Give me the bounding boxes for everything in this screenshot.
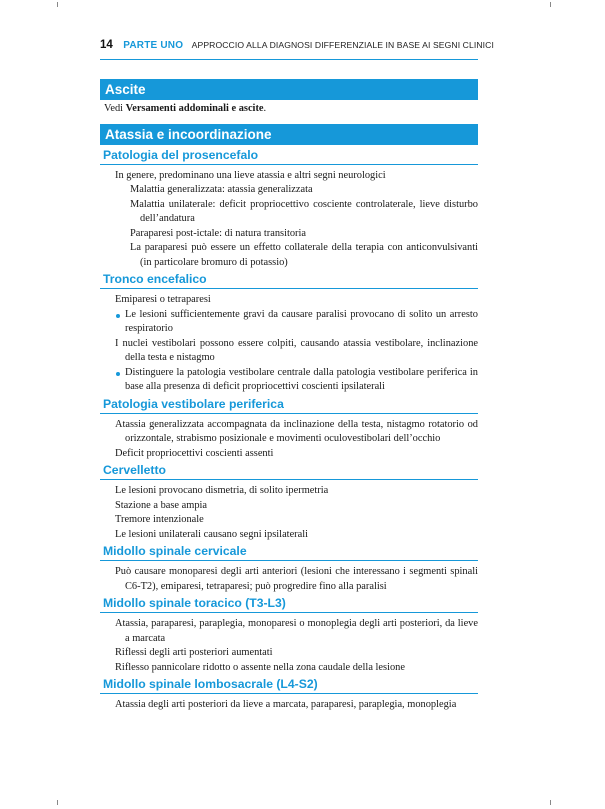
bullet-item: Le lesioni sufficientemente gravi da causare paralisi provocano di solito un arresto respiratorio xyxy=(115,308,478,337)
subsection-body xyxy=(100,293,478,395)
crop-mark xyxy=(550,2,551,7)
crop-mark xyxy=(57,2,58,7)
subsection-heading: Patologia vestibolare periferica xyxy=(100,397,478,414)
atassia-sections xyxy=(100,148,478,713)
crop-mark xyxy=(550,800,551,805)
text-line: Riflesso pannicolare ridotto o assente nella zona caudale della lesione xyxy=(115,661,405,673)
text-line: Le lesioni unilaterali causano segni ipsilaterali xyxy=(115,528,309,540)
section-heading-atassia: Atassia e incoordinazione xyxy=(100,124,478,145)
subsection-body xyxy=(100,698,478,713)
text-line: Emiparesi o tetraparesi xyxy=(115,294,211,305)
subsection-heading: Tronco encefalico xyxy=(100,272,478,289)
text-line: In genere, predominano una lieve atassia e altri segni neurologici xyxy=(115,169,386,181)
page-content xyxy=(100,79,478,715)
spacer xyxy=(100,117,478,124)
text-line: I nuclei vestibolari possono essere colpiti, causando atassia vestibolare, inclinazione della testa e nistagmo xyxy=(115,337,478,363)
section-heading-ascite: Ascite xyxy=(100,79,478,100)
subsection-body xyxy=(100,418,478,462)
crop-mark xyxy=(57,800,58,805)
text-line: Le lesioni provocano dismetria, di solito ipermetria xyxy=(115,485,329,496)
subsection-heading: Cervelletto xyxy=(100,463,478,480)
text-line: Riflessi degli arti posteriori aumentati xyxy=(115,647,273,658)
text-line: Malattia generalizzata: atassia generalizzata xyxy=(130,184,313,195)
page-number: 14 xyxy=(100,39,113,51)
text-line: Paraparesi post-ictale: di natura transitoria xyxy=(130,227,306,239)
part-label: PARTE UNO xyxy=(123,40,184,51)
text-line: Deficit propriocettivi coscienti assenti xyxy=(115,447,274,459)
ascite-reference: Vedi Versamenti addominali e ascite. xyxy=(104,103,267,114)
text-line: Atassia degli arti posteriori da lieve a marcata, paraparesi, paraplegia, monoplegia xyxy=(115,699,457,710)
subsection-body xyxy=(100,169,478,271)
text-line: Atassia, paraparesi, paraplegia, monoparesi o monoplegia degli arti posteriori, da lieve a marcata xyxy=(115,618,478,644)
text-line: Malattia unilaterale: deficit propriocettivo cosciente controlaterale, lieve disturbo dell’andatura xyxy=(130,198,478,224)
subsection-body xyxy=(100,484,478,542)
subsection-heading: Patologia del prosencefalo xyxy=(100,148,478,165)
header-rule xyxy=(100,59,478,60)
subsection-heading: Midollo spinale toracico (T3-L3) xyxy=(100,596,478,613)
subsection-heading: Midollo spinale lombosacrale (L4-S2) xyxy=(100,677,478,694)
text-line: Tremore intenzionale xyxy=(115,514,204,525)
chapter-title: APPROCCIO ALLA DIAGNOSI DIFFERENZIALE IN BASE AI SEGNI CLINICI xyxy=(191,40,494,50)
text-line: Atassia generalizzata accompagnata da inclinazione della testa, nistagmo rotatorio od orizzontale, strabismo posizionale e movimenti oculovestibolari dell’occhio xyxy=(115,418,478,444)
subsection-heading: Midollo spinale cervicale xyxy=(100,544,478,561)
text-line: La paraparesi può essere un effetto collaterale della terapia con anticonvulsivanti (in particolare bromuro di potassio) xyxy=(130,242,478,268)
cross-reference: Versamenti addominali e ascite xyxy=(125,103,264,114)
subsection-body xyxy=(100,565,478,594)
running-header xyxy=(100,35,494,55)
bullet-item: Distinguere la patologia vestibolare centrale dalla patologia vestibolare periferica in base alla presenza di deficit propriocettivi coscienti ipsilaterali xyxy=(115,366,478,395)
text-line: Stazione a base ampia xyxy=(115,499,208,511)
subsection-body xyxy=(100,617,478,675)
text-line: Può causare monoparesi degli arti anteriori (lesioni che interessano i segmenti spinali C6-T2), emiparesi, tetraparesi; può progredire fino alla paralisi xyxy=(115,566,478,592)
